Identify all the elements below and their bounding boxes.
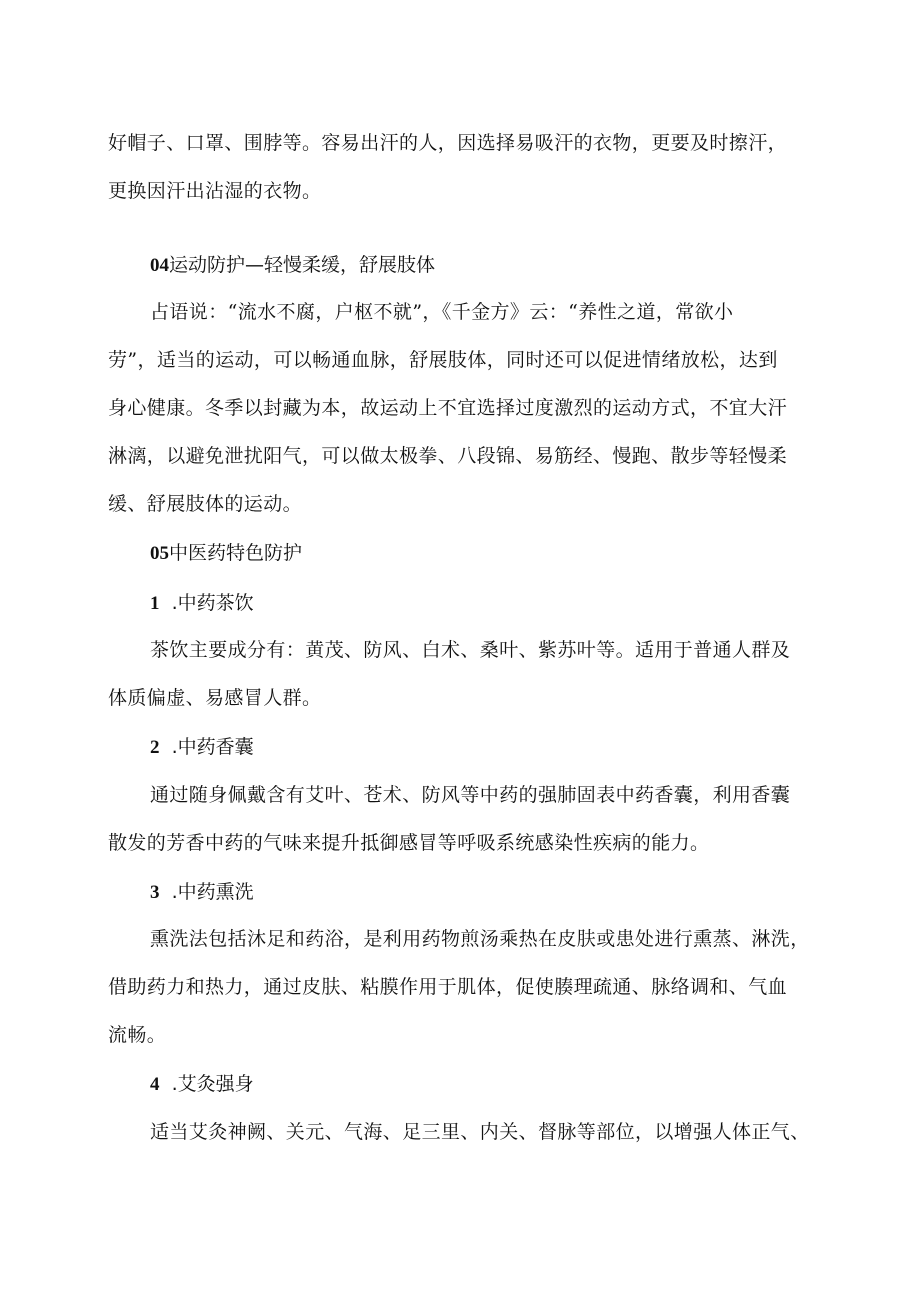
item-title: .中药香囊 [171, 736, 254, 758]
section-number: 05 [150, 543, 169, 564]
paragraph-line: 借助药力和热力，通过皮肤、粘膜作用于肌体，促使腠理疏通、脉络调和、气血 [108, 976, 788, 998]
paragraph-line: 体质偏虚、易感冒人群。 [108, 687, 322, 709]
paragraph-line: 缓、舒展肢体的运动。 [108, 493, 303, 515]
item-number: 3 [150, 882, 160, 903]
item-number: 2 [150, 737, 160, 758]
paragraph-line: 劳”，适当的运动，可以畅通血脉，舒展肢体，同时还可以促进情绪放松，达到 [108, 349, 778, 371]
section-number: 04 [150, 255, 169, 276]
paragraph-line: 占语说：“流水不腐，户枢不就”，《千金方》云：“养性之道，常欲小 [150, 301, 734, 323]
paragraph-line: 适当艾灸神阙、关元、气海、足三里、内关、督脉等部位，以增强人体正气、 [150, 1121, 810, 1143]
section-heading-04 [150, 252, 435, 279]
paragraph-line: 散发的芳香中药的气味来提升抵御感冒等呼吸系统感染性疾病的能力。 [108, 832, 710, 854]
paragraph-line: 好帽子、口罩、围脖等。容易出汗的人，因选择易吸汗的衣物，更要及时擦汗， [108, 132, 788, 154]
paragraph-line: 淋漓，以避免泄扰阳气，可以做太极拳、八段锦、易筋经、慢跑、散步等轻慢柔 [108, 445, 788, 467]
section-title: 中医药特色防护 [169, 542, 303, 564]
paragraph-line: 身心健康。冬季以封藏为本，故运动上不宜选择过度激烈的运动方式，不宜大汗 [108, 397, 788, 419]
section-heading-05 [150, 540, 302, 567]
item-title: .中药熏洗 [171, 881, 254, 903]
item-number: 4 [150, 1074, 160, 1095]
subheading-4 [150, 1071, 254, 1098]
paragraph-line: 熏洗法包括沐足和药浴，是利用药物煎汤乘热在皮肤或患处进行熏蒸、淋洗， [150, 928, 810, 950]
paragraph-line: 更换因汗出沾湿的衣物。 [108, 180, 322, 202]
subheading-1 [150, 590, 254, 617]
paragraph-line: 流畅。 [108, 1024, 167, 1046]
item-title: .艾灸强身 [171, 1073, 254, 1095]
paragraph-line: 茶饮主要成分有：黄茂、防风、白术、桑叶、紫苏叶等。适用于普通人群及 [150, 639, 791, 661]
item-number: 1 [150, 593, 160, 614]
subheading-2 [150, 734, 254, 761]
paragraph-line: 通过随身佩戴含有艾叶、苍术、防风等中药的强肺固表中药香囊，利用香囊 [150, 784, 791, 806]
subheading-3 [150, 879, 254, 906]
section-title: 运动防护—轻慢柔缓，舒展肢体 [169, 254, 436, 276]
item-title: .中药茶饮 [171, 592, 254, 614]
